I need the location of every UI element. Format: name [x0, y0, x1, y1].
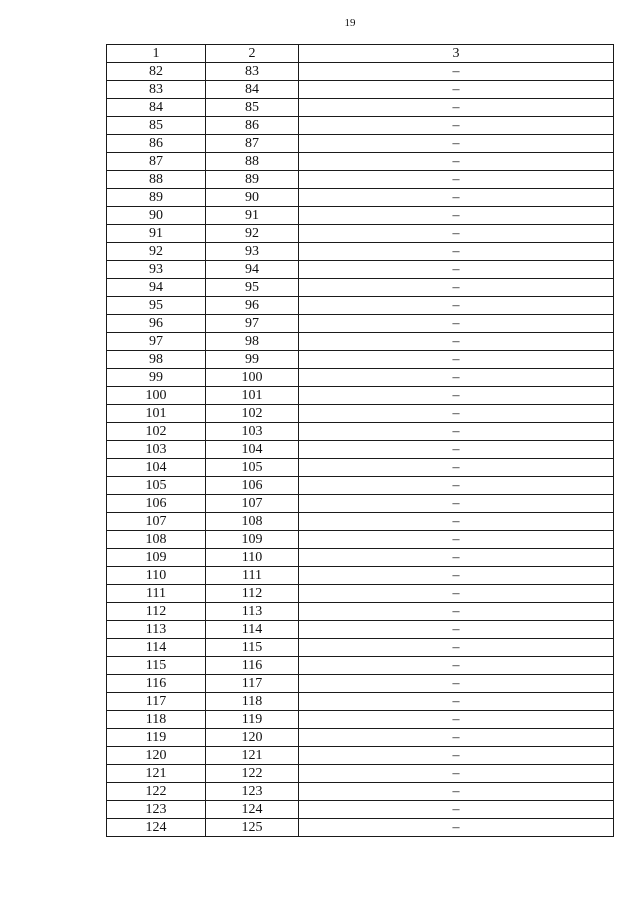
table-row [107, 495, 614, 513]
table-cell-col-1: 85 [107, 117, 206, 135]
table-cell-col-3: – [299, 675, 614, 693]
table-cell-col-3: – [299, 801, 614, 819]
table-cell-col-3: – [299, 441, 614, 459]
table-cell-col-2: 106 [206, 477, 299, 495]
table-cell-col-2: 84 [206, 81, 299, 99]
table-cell-col-3: – [299, 99, 614, 117]
table-row [107, 657, 614, 675]
table-cell-col-3: – [299, 585, 614, 603]
table-header-row [107, 45, 614, 63]
table-cell-col-1: 99 [107, 369, 206, 387]
table-row [107, 765, 614, 783]
column-header-3: 3 [299, 45, 614, 63]
table-cell-col-2: 123 [206, 783, 299, 801]
column-header-2: 2 [206, 45, 299, 63]
table-cell-col-2: 97 [206, 315, 299, 333]
table-row [107, 117, 614, 135]
table-row [107, 711, 614, 729]
table-row [107, 333, 614, 351]
table-row [107, 549, 614, 567]
table-row [107, 81, 614, 99]
table-cell-col-2: 119 [206, 711, 299, 729]
table-cell-col-1: 82 [107, 63, 206, 81]
table-cell-col-2: 113 [206, 603, 299, 621]
table-cell-col-1: 102 [107, 423, 206, 441]
table-cell-col-3: – [299, 495, 614, 513]
table-cell-col-3: – [299, 351, 614, 369]
table-cell-col-1: 98 [107, 351, 206, 369]
table-cell-col-1: 91 [107, 225, 206, 243]
table-cell-col-2: 111 [206, 567, 299, 585]
table-cell-col-1: 113 [107, 621, 206, 639]
table-cell-col-1: 123 [107, 801, 206, 819]
table-cell-col-3: – [299, 567, 614, 585]
table-row [107, 459, 614, 477]
column-header-1: 1 [107, 45, 206, 63]
table-cell-col-3: – [299, 819, 614, 837]
table-row [107, 783, 614, 801]
table-cell-col-1: 83 [107, 81, 206, 99]
table-row [107, 693, 614, 711]
table-cell-col-2: 85 [206, 99, 299, 117]
table-cell-col-1: 93 [107, 261, 206, 279]
table-cell-col-3: – [299, 171, 614, 189]
table-cell-col-1: 110 [107, 567, 206, 585]
table-cell-col-3: – [299, 423, 614, 441]
table-cell-col-1: 106 [107, 495, 206, 513]
table-cell-col-1: 124 [107, 819, 206, 837]
table-cell-col-2: 86 [206, 117, 299, 135]
table-cell-col-1: 116 [107, 675, 206, 693]
table-row [107, 225, 614, 243]
table-cell-col-2: 104 [206, 441, 299, 459]
table-cell-col-2: 96 [206, 297, 299, 315]
table-cell-col-1: 92 [107, 243, 206, 261]
table-cell-col-3: – [299, 315, 614, 333]
table-row [107, 441, 614, 459]
table-row [107, 423, 614, 441]
table-cell-col-2: 98 [206, 333, 299, 351]
table-cell-col-3: – [299, 207, 614, 225]
table-cell-col-1: 118 [107, 711, 206, 729]
table-cell-col-1: 120 [107, 747, 206, 765]
page-number: 19 [344, 17, 356, 29]
table-cell-col-1: 122 [107, 783, 206, 801]
table-cell-col-3: – [299, 657, 614, 675]
table-cell-col-3: – [299, 549, 614, 567]
table-cell-col-2: 108 [206, 513, 299, 531]
data-table [106, 44, 614, 837]
table-cell-col-2: 105 [206, 459, 299, 477]
table-cell-col-1: 108 [107, 531, 206, 549]
table-row [107, 279, 614, 297]
table-row [107, 189, 614, 207]
table-cell-col-3: – [299, 333, 614, 351]
table-row [107, 405, 614, 423]
table-row [107, 585, 614, 603]
table-cell-col-2: 118 [206, 693, 299, 711]
table-cell-col-2: 109 [206, 531, 299, 549]
table-row [107, 315, 614, 333]
table-cell-col-1: 104 [107, 459, 206, 477]
table-cell-col-2: 94 [206, 261, 299, 279]
table-cell-col-3: – [299, 387, 614, 405]
table-cell-col-2: 121 [206, 747, 299, 765]
table-cell-col-2: 95 [206, 279, 299, 297]
table-row [107, 639, 614, 657]
table-cell-col-1: 97 [107, 333, 206, 351]
table-cell-col-2: 120 [206, 729, 299, 747]
table-cell-col-1: 111 [107, 585, 206, 603]
table-cell-col-1: 96 [107, 315, 206, 333]
table-cell-col-2: 92 [206, 225, 299, 243]
table-cell-col-3: – [299, 63, 614, 81]
table-cell-col-1: 105 [107, 477, 206, 495]
table-cell-col-1: 84 [107, 99, 206, 117]
table-cell-col-3: – [299, 693, 614, 711]
table-cell-col-3: – [299, 513, 614, 531]
table-cell-col-3: – [299, 261, 614, 279]
table-row [107, 171, 614, 189]
table-row [107, 603, 614, 621]
table-cell-col-2: 88 [206, 153, 299, 171]
table-row [107, 747, 614, 765]
table-cell-col-3: – [299, 639, 614, 657]
table-row [107, 63, 614, 81]
table-cell-col-2: 100 [206, 369, 299, 387]
table-cell-col-2: 107 [206, 495, 299, 513]
table-cell-col-1: 115 [107, 657, 206, 675]
table-cell-col-3: – [299, 711, 614, 729]
table-cell-col-1: 121 [107, 765, 206, 783]
table-cell-col-1: 114 [107, 639, 206, 657]
table-row [107, 387, 614, 405]
table-cell-col-3: – [299, 81, 614, 99]
table-cell-col-2: 110 [206, 549, 299, 567]
table-cell-col-3: – [299, 531, 614, 549]
table-cell-col-3: – [299, 459, 614, 477]
table-cell-col-2: 103 [206, 423, 299, 441]
table-cell-col-3: – [299, 477, 614, 495]
table-cell-col-2: 102 [206, 405, 299, 423]
table-cell-col-3: – [299, 621, 614, 639]
table-cell-col-1: 112 [107, 603, 206, 621]
table-cell-col-2: 122 [206, 765, 299, 783]
table-cell-col-1: 86 [107, 135, 206, 153]
table-cell-col-1: 88 [107, 171, 206, 189]
table-cell-col-2: 115 [206, 639, 299, 657]
table-cell-col-3: – [299, 603, 614, 621]
table-body [107, 63, 614, 837]
table-cell-col-3: – [299, 117, 614, 135]
table-row [107, 729, 614, 747]
table-cell-col-3: – [299, 225, 614, 243]
table-cell-col-1: 107 [107, 513, 206, 531]
table-cell-col-3: – [299, 135, 614, 153]
table-cell-col-1: 109 [107, 549, 206, 567]
table-cell-col-3: – [299, 279, 614, 297]
table-cell-col-3: – [299, 783, 614, 801]
table-cell-col-3: – [299, 369, 614, 387]
table-row [107, 369, 614, 387]
table-cell-col-3: – [299, 297, 614, 315]
table-row [107, 819, 614, 837]
table-cell-col-2: 93 [206, 243, 299, 261]
table-cell-col-1: 100 [107, 387, 206, 405]
table-row [107, 513, 614, 531]
table-cell-col-2: 91 [206, 207, 299, 225]
table-cell-col-1: 119 [107, 729, 206, 747]
table-cell-col-1: 103 [107, 441, 206, 459]
table-cell-col-1: 95 [107, 297, 206, 315]
table-row [107, 477, 614, 495]
table-row [107, 135, 614, 153]
table-row [107, 531, 614, 549]
table-cell-col-3: – [299, 189, 614, 207]
table-cell-col-1: 101 [107, 405, 206, 423]
table-cell-col-2: 125 [206, 819, 299, 837]
table-cell-col-2: 83 [206, 63, 299, 81]
table-cell-col-1: 90 [107, 207, 206, 225]
table-row [107, 801, 614, 819]
table-cell-col-3: – [299, 153, 614, 171]
table-cell-col-1: 117 [107, 693, 206, 711]
table-cell-col-1: 89 [107, 189, 206, 207]
table-row [107, 297, 614, 315]
table-cell-col-2: 124 [206, 801, 299, 819]
table-cell-col-2: 101 [206, 387, 299, 405]
table-cell-col-3: – [299, 405, 614, 423]
table-row [107, 207, 614, 225]
table-row [107, 261, 614, 279]
table-cell-col-2: 90 [206, 189, 299, 207]
table-cell-col-3: – [299, 765, 614, 783]
table-row [107, 675, 614, 693]
table-cell-col-3: – [299, 729, 614, 747]
table-cell-col-2: 112 [206, 585, 299, 603]
table-row [107, 351, 614, 369]
table-row [107, 99, 614, 117]
table-cell-col-3: – [299, 243, 614, 261]
table-row [107, 567, 614, 585]
table-cell-col-2: 114 [206, 621, 299, 639]
table-cell-col-1: 87 [107, 153, 206, 171]
table-cell-col-3: – [299, 747, 614, 765]
table-cell-col-1: 94 [107, 279, 206, 297]
table-row [107, 621, 614, 639]
table-cell-col-2: 116 [206, 657, 299, 675]
table-cell-col-2: 87 [206, 135, 299, 153]
table-cell-col-2: 89 [206, 171, 299, 189]
table-row [107, 243, 614, 261]
table-cell-col-2: 99 [206, 351, 299, 369]
table-row [107, 153, 614, 171]
table-cell-col-2: 117 [206, 675, 299, 693]
